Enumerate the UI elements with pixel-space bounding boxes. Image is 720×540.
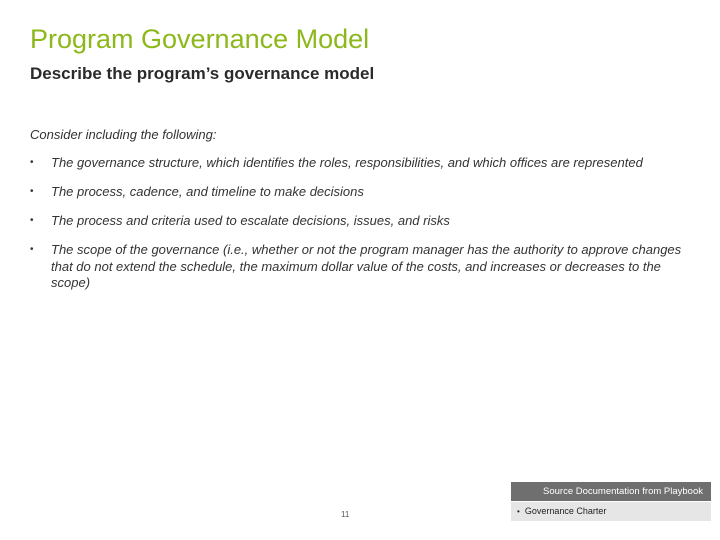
slide-title: Program Governance Model — [30, 24, 370, 54]
bullet-text: The scope of the governance (i.e., whether or not the program manager has the authority to approve changes that do not extend the schedule, the maximum dollar value of the costs, and increases or decreases to the scope) — [51, 242, 682, 290]
bullet-item — [30, 242, 695, 292]
bullet-text: The process, cadence, and timeline to make decisions — [51, 184, 364, 199]
bullet-icon: • — [30, 215, 34, 226]
source-documentation-box — [511, 482, 711, 521]
page-number: 11 — [341, 510, 350, 519]
bullet-icon: • — [30, 244, 34, 255]
source-item-governance-charter: Governance Charter — [524, 506, 607, 516]
slide-subtitle: Describe the program’s governance model — [30, 64, 375, 83]
intro-text: Consider including the following: — [30, 127, 217, 142]
bullet-item — [30, 155, 695, 172]
bullet-list — [30, 155, 695, 304]
bullet-icon: • — [30, 157, 34, 168]
bullet-icon: • — [517, 507, 520, 516]
bullet-text: The process and criteria used to escalate decisions, issues, and risks — [51, 213, 450, 228]
bullet-icon: • — [30, 186, 34, 197]
bullet-text: The governance structure, which identifies the roles, responsibilities, and which offices are represented — [51, 155, 643, 170]
bullet-item — [30, 213, 695, 230]
source-list — [511, 502, 711, 521]
source-header: Source Documentation from Playbook — [511, 482, 711, 501]
bullet-item — [30, 184, 695, 201]
